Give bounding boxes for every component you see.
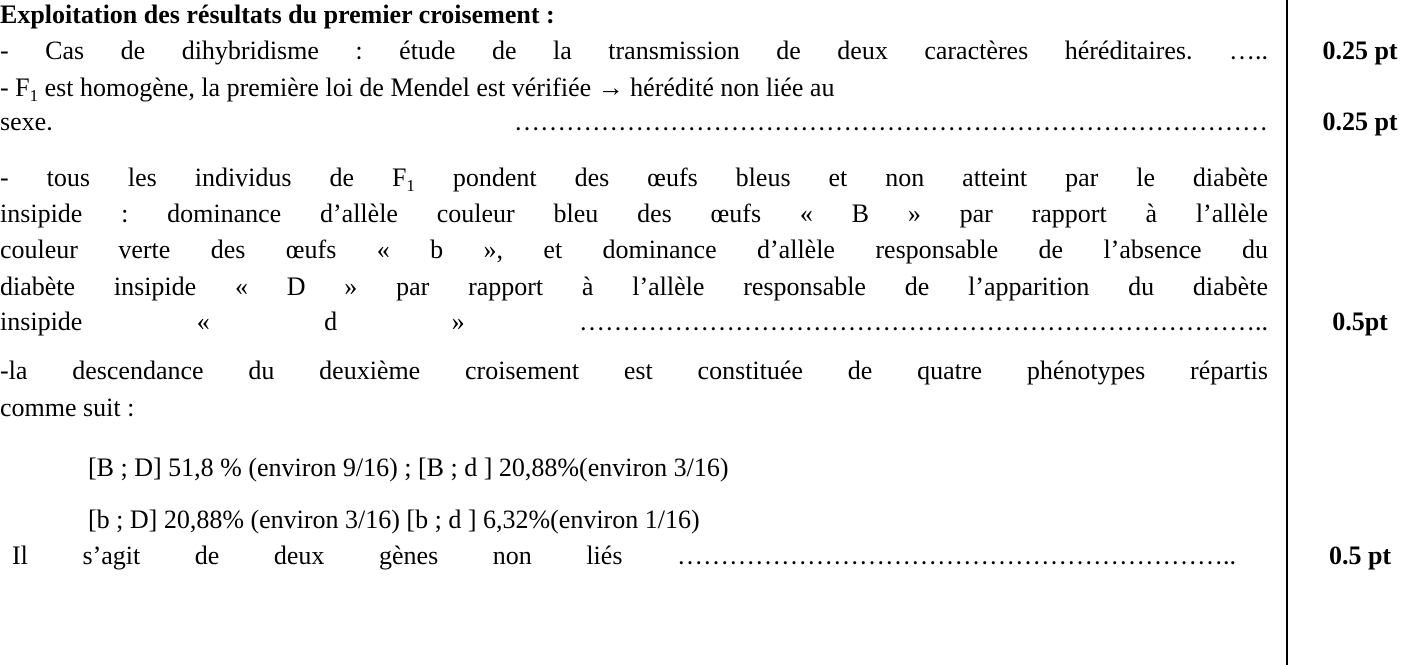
text-line: insipide « d » …………………………………………………………………….. — [0, 307, 1268, 336]
points-label: 0.25 pt — [1322, 36, 1398, 65]
column-divider — [1286, 0, 1288, 665]
text-line: sexe. …………………………………………………………………………… — [0, 107, 1268, 136]
text-line: - Cas de dihybridisme : étude de la transmission de deux caractères héréditaires. ….. — [0, 36, 1268, 65]
subscript: 1 — [406, 176, 415, 195]
points-label: 0.5pt — [1332, 307, 1388, 336]
subscript: 1 — [29, 86, 39, 105]
text: F — [391, 163, 407, 192]
text-line: diabète insipide « D » par rapport à l’allèle responsable de l’apparition du diabète — [0, 272, 1268, 301]
section-title: Exploitation des résultats du premier croisement : — [0, 0, 555, 29]
text-line — [0, 163, 1268, 193]
points-label: 0.25 pt — [1322, 107, 1398, 136]
text: pondent des œufs bleus et non atteint par le diabète — [414, 163, 1269, 192]
conclusion-line: Il s’agit de deux gènes non liés ……………………………………………………….. — [12, 541, 1236, 570]
phenotype-line: [B ; D] 51,8 % (environ 9/16) ; [B ; d ] 20,88%(environ 3/16) — [88, 453, 729, 482]
points-label: 0.5 pt — [1328, 541, 1392, 570]
text: - tous les individus de — [0, 163, 392, 192]
text: - — [0, 73, 16, 102]
phenotype-line: [b ; D] 20,88% (environ 3/16) [b ; d ] 6,32%(environ 1/16) — [88, 505, 700, 534]
text-line: -la descendance du deuxième croisement est constituée de quatre phénotypes répartis — [0, 356, 1268, 385]
text-line: comme suit : — [0, 393, 135, 422]
text-line: couleur verte des œufs « b », et dominance d’allèle responsable de l’absence du — [0, 235, 1268, 264]
text: est homogène, la première loi de Mendel est vérifiée → hérédité non liée au — [38, 73, 835, 102]
text-line: insipide : dominance d’allèle couleur bleu des œufs « B » par rapport à l’allèle — [0, 199, 1268, 228]
text: F — [15, 73, 30, 102]
text-line — [0, 73, 1268, 103]
